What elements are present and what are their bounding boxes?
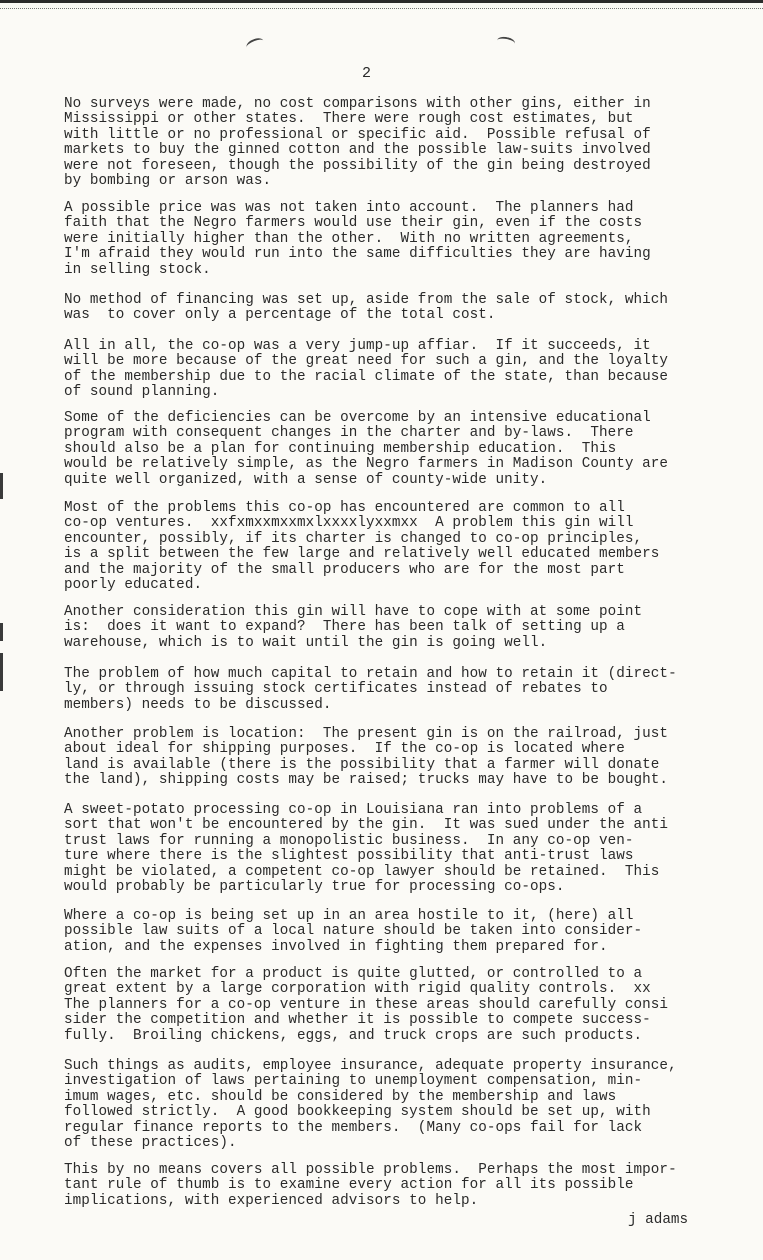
- paragraph-location: Another problem is location: The present gin is on the railroad, just about ideal for shipping purposes. If the co-op is located where land is available (there is the possibility that a farmer will donate the land), shipping costs may be raised; trucks may have to be bought.: [64, 726, 669, 789]
- punch-hole-mark: [245, 36, 265, 52]
- paragraph-price: A possible price was was not taken into account. The planners had faith that the Negro farmers would use their gin, even if the costs were initially higher than the other. With no written agreements, I'm afraid they would run into the same difficulties they are having in selling stock.: [64, 200, 651, 278]
- left-edge-mark: [0, 623, 3, 641]
- punch-hole-mark: [496, 36, 515, 49]
- top-rule: [0, 8, 763, 9]
- paragraph-expansion: Another consideration this gin will have to cope with at some point is: does it want to expand? There has been talk of setting up a warehouse, which is to wait until the gin is going well.: [64, 604, 643, 651]
- paragraph-common-problems: Most of the problems this co-op has encountered are common to all co-op ventures. xxfxmxxmxxmxlxxxxlyxxmxx A problem this gin will encounter, possibly, if its charter is changed to co-op principles, is a split between the few large and relatively well educated members and the majority of the small producers who are for the most part poorly educated.: [64, 500, 660, 594]
- page-number: 2: [362, 65, 373, 82]
- paragraph-all-in-all: All in all, the co-op was a very jump-up affiar. If it succeeds, it will be more because of the great need for such a gin, and the loyalty of the membership due to the racial climate of the state, than because of sound planning.: [64, 338, 669, 401]
- paragraph-deficiencies: Some of the deficiencies can be overcome by an intensive educational program with consequent changes in the charter and by-laws. There should also be a plan for continuing membership education. This would be relatively simple, as the Negro farmers in Madison County are quite well organized, with a sense of county-wide unity.: [64, 410, 669, 488]
- paragraph-anti-trust: A sweet-potato processing co-op in Louisiana ran into problems of a sort that won't be encountered by the gin. It was sued under the anti trust laws for running a monopolistic business. In any co-op ven- ture where there is the slightest possibility that anti-trust laws might be violated, a competent co-op lawyer should be retained. This would probably be particularly true for processing co-ops.: [64, 802, 669, 896]
- paragraph-market: Often the market for a product is quite glutted, or controlled to a great extent by a large corporation with rigid quality controls. xx The planners for a co-op venture in these areas should carefully consi sider the competition and whether it is possible to compete success- fully. Broiling chickens, eggs, and truck crops are such products.: [64, 966, 669, 1044]
- paragraph-financing: No method of financing was set up, aside from the sale of stock, which was to cover only a percentage of the total cost.: [64, 292, 669, 324]
- paragraph-audits: Such things as audits, employee insurance, adequate property insurance, investigation of laws pertaining to unemployment compensation, min- imum wages, etc. should be considered by the membership and laws followed strictly. A good bookkeeping system should be set up, with regular finance reports to the members. (Many co-ops fail for lack of these practices).: [64, 1058, 677, 1152]
- paragraph-capital: The problem of how much capital to retain and how to retain it (direct- ly, or through issuing stock certificates instead of rebates to members) needs to be discussed.: [64, 666, 677, 713]
- paragraph-surveys: No surveys were made, no cost comparisons with other gins, either in Mississippi or other states. There were rough cost estimates, but with little or no professional or specific aid. Possible refusal of markets to buy the ginned cotton and the possible law-suits involved were not foreseen, though the possibility of the gin being destroyed by bombing or arson was.: [64, 96, 651, 190]
- signature: j adams: [628, 1212, 689, 1228]
- left-edge-mark: [0, 473, 3, 499]
- paragraph-hostile-area: Where a co-op is being set up in an area hostile to it, (here) all possible law suits of a local nature should be taken into consider- ation, and the expenses involved in fighting them prepared for.: [64, 908, 643, 955]
- left-edge-mark: [0, 653, 3, 691]
- paragraph-conclusion: This by no means covers all possible problems. Perhaps the most impor- tant rule of thumb is to examine every action for all its possible implications, with experienced advisors to help.: [64, 1162, 677, 1209]
